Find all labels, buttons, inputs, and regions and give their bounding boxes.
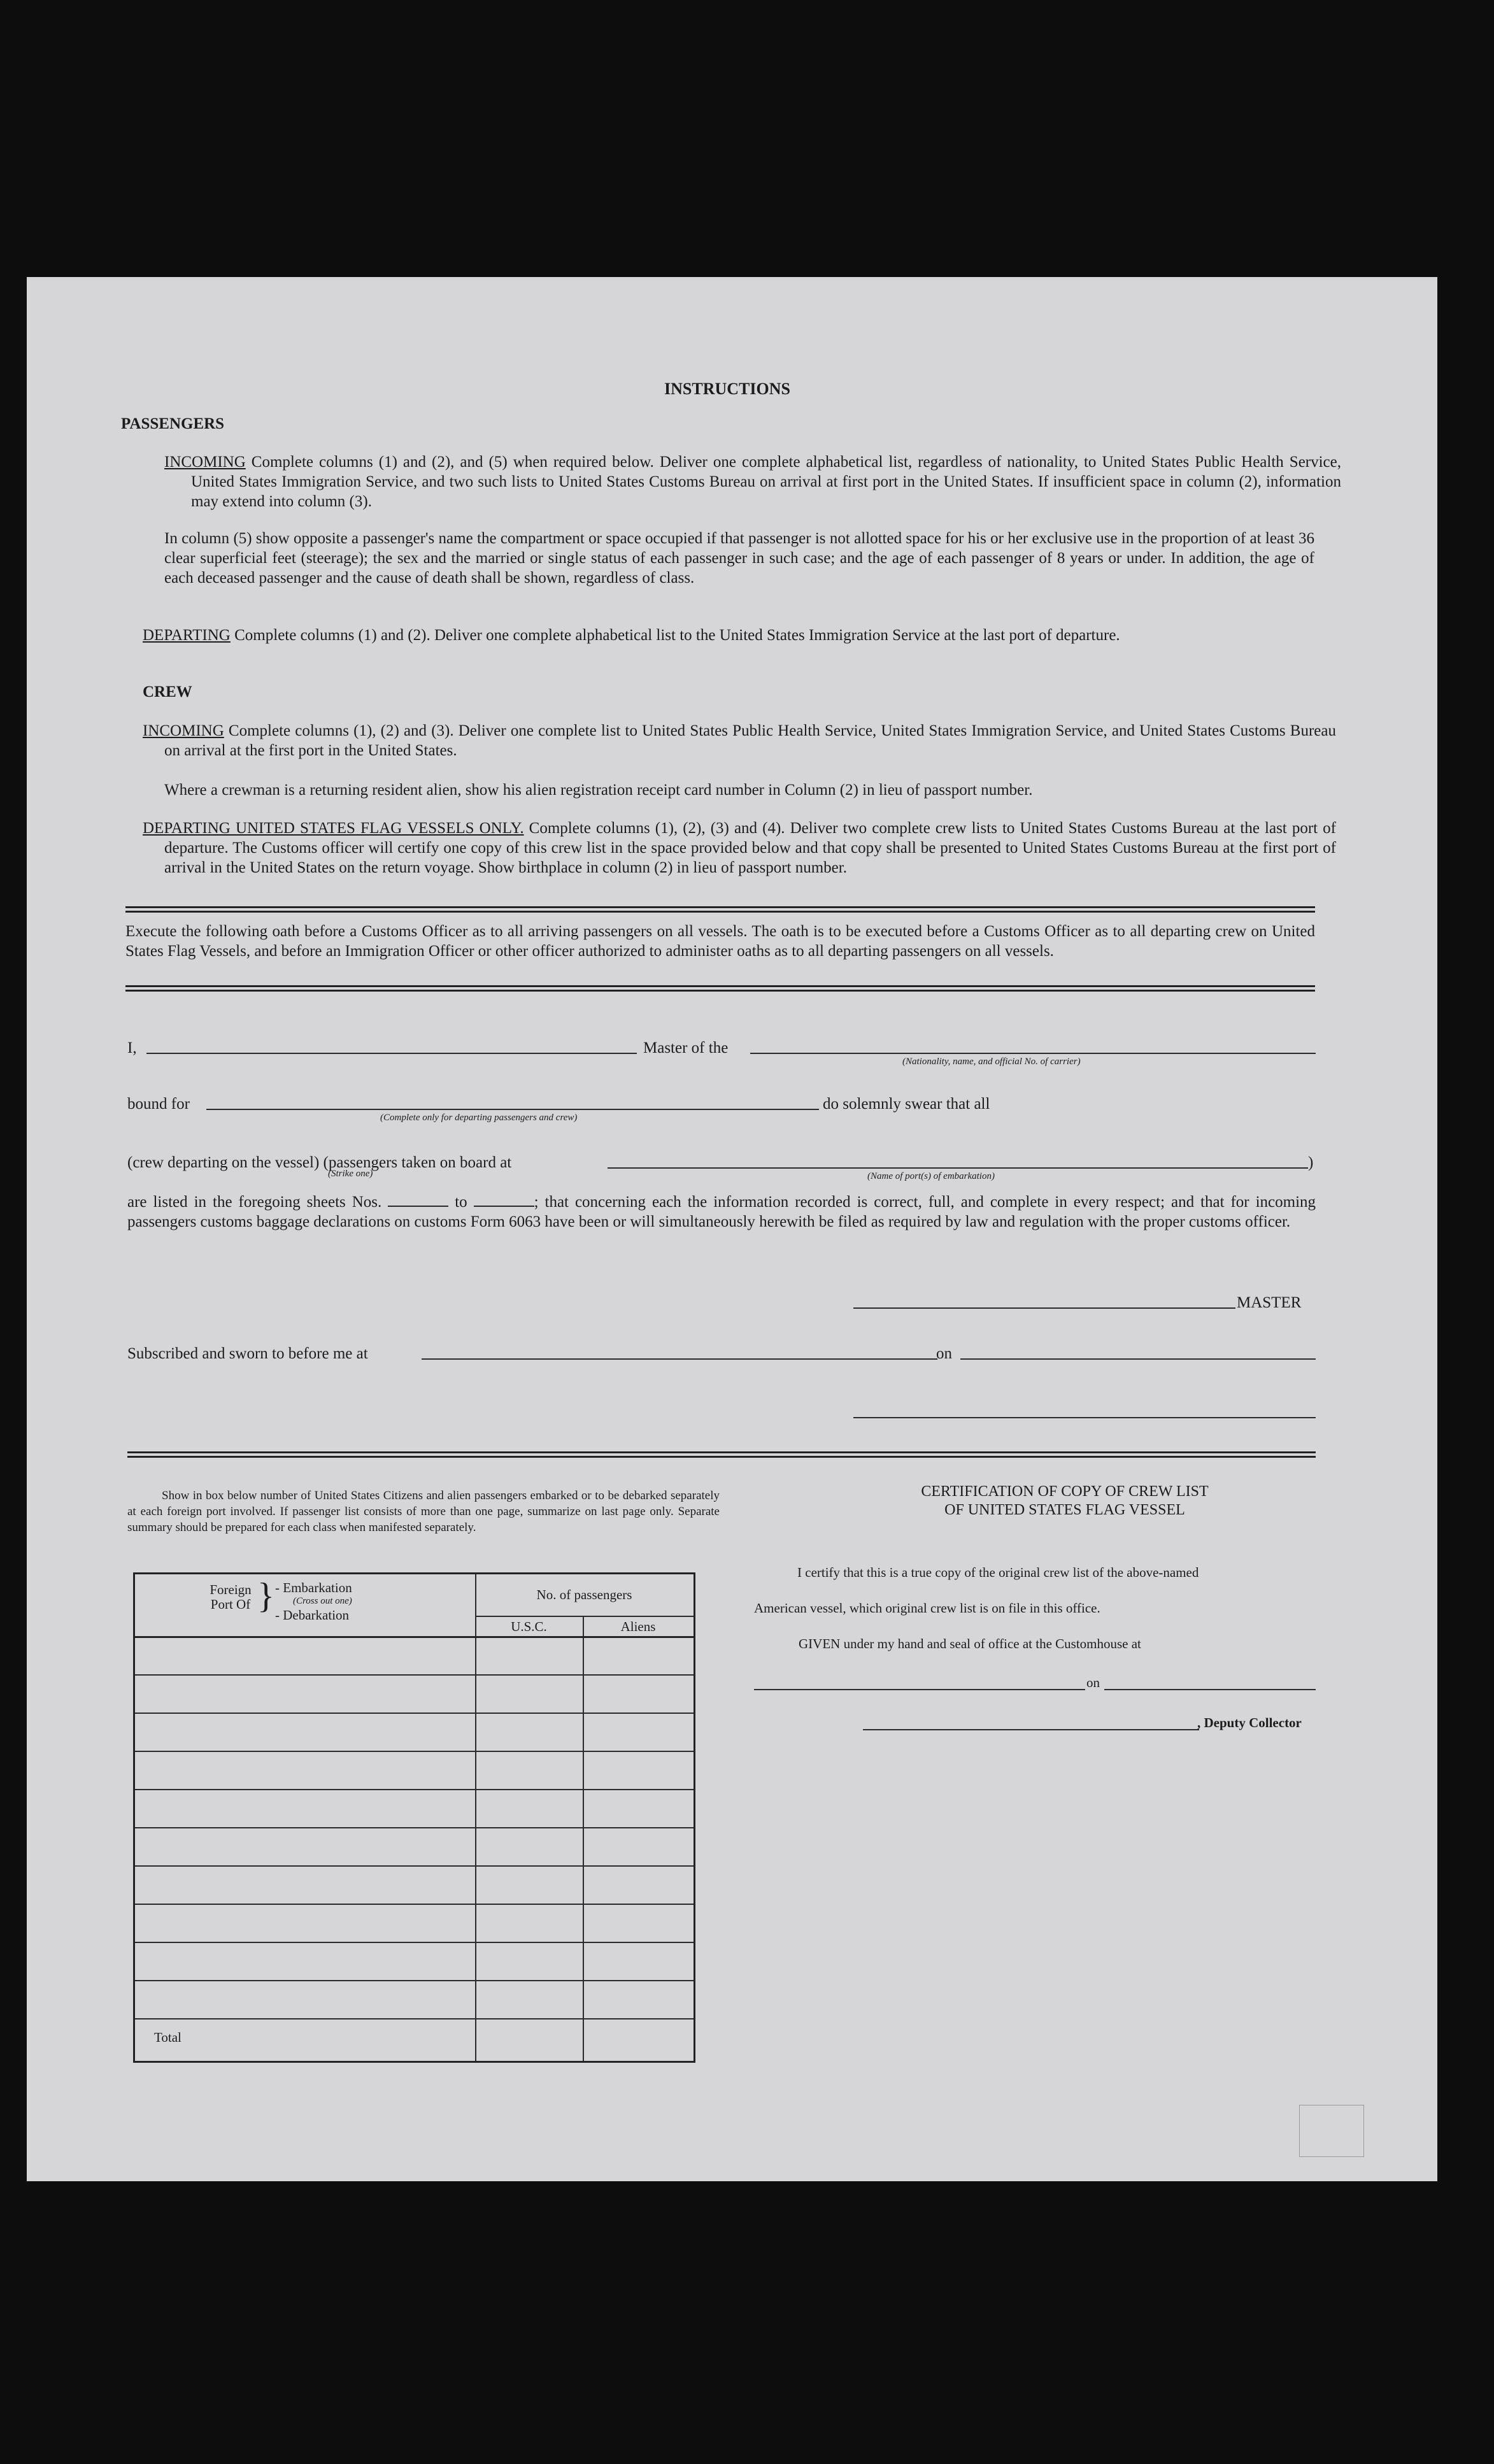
table-hline (135, 1636, 694, 1638)
given-text: GIVEN under my hand and seal of office at the Customhouse at (799, 1636, 1141, 1651)
page-title: INSTRUCTIONS (664, 380, 790, 398)
listed-suffix: ; that concerning each the information recorded is correct, full, and complete in every respect; and that for incoming passengers customs baggage declarations on customs Form 6063 have been or will simultaneously herewith be filed as required by law and regulation with the proper customs officer. (127, 1193, 1316, 1230)
sheet-from-field[interactable] (388, 1193, 448, 1207)
crew-incoming-label: INCOMING (143, 722, 224, 739)
table-vline (583, 1616, 584, 2061)
swear-label: do solemnly swear that all (823, 1095, 990, 1113)
table-row (135, 1942, 694, 1943)
passengers-column5-paragraph: In column (5) show opposite a passenger's name the compartment or space occupied if that passenger is not allotted space for his or her exclusive use in the proportion of at least 36 clear superficial feet (steerage); the sex and the married or single status of each passenger in such case; and the age of each passenger of 8 years or under. In addition, the age of each deceased passenger and the cause of death shall be shown, regardless of class. (164, 530, 1314, 587)
crew-incoming-paragraph (143, 721, 1336, 760)
master-label: MASTER (1237, 1294, 1302, 1311)
usc-header: U.S.C. (511, 1619, 547, 1634)
table-row (135, 1865, 694, 1867)
passengers-departing-text: Complete columns (1) and (2). Deliver one complete alphabetical list to the United States Immigration Service at the last port of departure. (234, 627, 1120, 644)
certification-title-2: OF UNITED STATES FLAG VESSEL (944, 1502, 1185, 1518)
passengers-departing-label: DEPARTING (143, 627, 231, 644)
certify-line-2: American vessel, which original crew list is on file in this office. (754, 1600, 1100, 1616)
oath-instruction: Execute the following oath before a Customs Officer as to all arriving passengers on all vessels. The oath is to be executed before a Customs Officer as to all departing crew on United States Flag Vessels, and before an Immigration Officer or other officer authorized to administer oaths as to all departing passengers on all vessels. (125, 923, 1315, 960)
sheet-to-field[interactable] (474, 1193, 534, 1207)
passengers-heading: PASSENGERS (121, 415, 225, 432)
subscribed-label: Subscribed and sworn to before me at (127, 1345, 368, 1362)
no-of-passengers-label: No. of passengers (536, 1587, 632, 1602)
master-of-label: Master of the (643, 1039, 729, 1057)
aliens-header: Aliens (620, 1619, 656, 1634)
bound-for-label: bound for (127, 1095, 190, 1113)
carrier-caption: (Nationality, name, and official No. of carrier) (902, 1057, 1081, 1067)
customhouse-field[interactable] (754, 1689, 1085, 1690)
sworn-on-label: on (936, 1345, 952, 1362)
crew-departing-label: (crew departing on the vessel) (passengers taken on board at (127, 1154, 512, 1171)
crew-departing-flag-label: DEPARTING UNITED STATES FLAG VESSELS ONLY. (143, 820, 524, 837)
close-paren: ) (1308, 1154, 1314, 1171)
to-label: to (455, 1193, 467, 1211)
carrier-field[interactable] (750, 1053, 1316, 1054)
divider (125, 906, 1315, 913)
sworn-place-field[interactable] (422, 1358, 937, 1360)
cert-on-label: on (1086, 1675, 1100, 1690)
document-page (27, 277, 1437, 2181)
master-signature-field[interactable] (853, 1307, 1235, 1309)
cert-date-field[interactable] (1104, 1689, 1316, 1690)
passengers-incoming-paragraph (164, 452, 1341, 511)
port-caption: (Name of port(s) of embarkation) (867, 1171, 995, 1181)
certification-title-1: CERTIFICATION OF COPY OF CREW LIST (921, 1483, 1209, 1500)
passengers-incoming-text: Complete columns (1) and (2), and (5) when required below. Deliver one complete alphabetical list, regardless of nationality, to United States Public Health Service, United States Immigration Service, and two such lists to United States Customs Bureau on arrival at first port in the United States. If insufficient space in column (2), information may extend into column (3). (191, 453, 1342, 510)
officer-signature-field[interactable] (853, 1417, 1316, 1418)
passengers-incoming-label: INCOMING (164, 453, 246, 471)
certify-line-1: I certify that this is a true copy of the original crew list of the above-named (797, 1565, 1199, 1580)
table-vline (475, 1574, 476, 2061)
table-row (135, 1713, 694, 1714)
brace-icon: } (257, 1576, 274, 1616)
table-row (135, 1904, 694, 1905)
deputy-collector-signature-field[interactable] (863, 1729, 1199, 1730)
master-name-field[interactable] (146, 1053, 637, 1054)
cross-out-caption: (Cross out one) (293, 1596, 352, 1606)
table-row (135, 1674, 694, 1676)
listed-prefix: are listed in the foregoing sheets Nos. (127, 1193, 382, 1211)
bound-caption: (Complete only for departing passengers and crew) (380, 1113, 578, 1123)
foreign-port-of-label: Foreign Port Of (210, 1582, 252, 1612)
summary-instruction: Show in box below number of United States Citizens and alien passengers embarked or to be debarked separately at each foreign port involved. If passenger list consists of more than one page, summarize on last page only. Separate summary should be prepared for each class when manifested separately. (127, 1489, 720, 1534)
divider (127, 1451, 1316, 1458)
divider (125, 985, 1315, 992)
bound-for-field[interactable] (206, 1109, 819, 1110)
crew-heading: CREW (143, 683, 192, 701)
deputy-collector-label: , Deputy Collector (1197, 1715, 1302, 1730)
passengers-departing-paragraph (143, 625, 1336, 645)
listed-paragraph (127, 1192, 1316, 1232)
table-row (135, 1827, 694, 1828)
debarkation-label: - Debarkation (275, 1607, 350, 1623)
table-row (135, 1980, 694, 1981)
embarkation-label: - Embarkation (275, 1580, 352, 1595)
table-row (135, 1789, 694, 1790)
table-row (135, 2018, 694, 2019)
table-row (135, 1751, 694, 1752)
total-label: Total (154, 2030, 181, 2045)
sworn-date-field[interactable] (960, 1358, 1316, 1360)
crew-resident-alien-paragraph: Where a crewman is a returning resident alien, show his alien registration receipt card number in Column (2) in lieu of passport number. (164, 781, 1033, 799)
strike-caption: (Strike one) (328, 1169, 373, 1179)
corner-stamp-box (1299, 2105, 1364, 2157)
table-hline (475, 1616, 694, 1617)
port-of-embarkation-field[interactable] (608, 1167, 1308, 1169)
crew-incoming-text: Complete columns (1), (2) and (3). Deliver one complete list to United States Public Health Service, United States Immigration Service, and United States Customs Bureau on arrival at the first port in the United States. (164, 722, 1336, 759)
crew-departing-flag-paragraph (143, 818, 1336, 878)
passenger-summary-table (133, 1572, 695, 2063)
crew-departing-flag-text: Complete columns (1), (2), (3) and (4). Deliver two complete crew lists to United States Customs Bureau at the last port of departure. The Customs officer will certify one copy of this crew list in the space provided below and that copy shall be presented to United States Customs Bureau at the first port of arrival in the United States on the return voyage. Show birthplace in column (2) in lieu of passport number. (164, 820, 1337, 876)
oath-i-label: I, (127, 1039, 137, 1057)
